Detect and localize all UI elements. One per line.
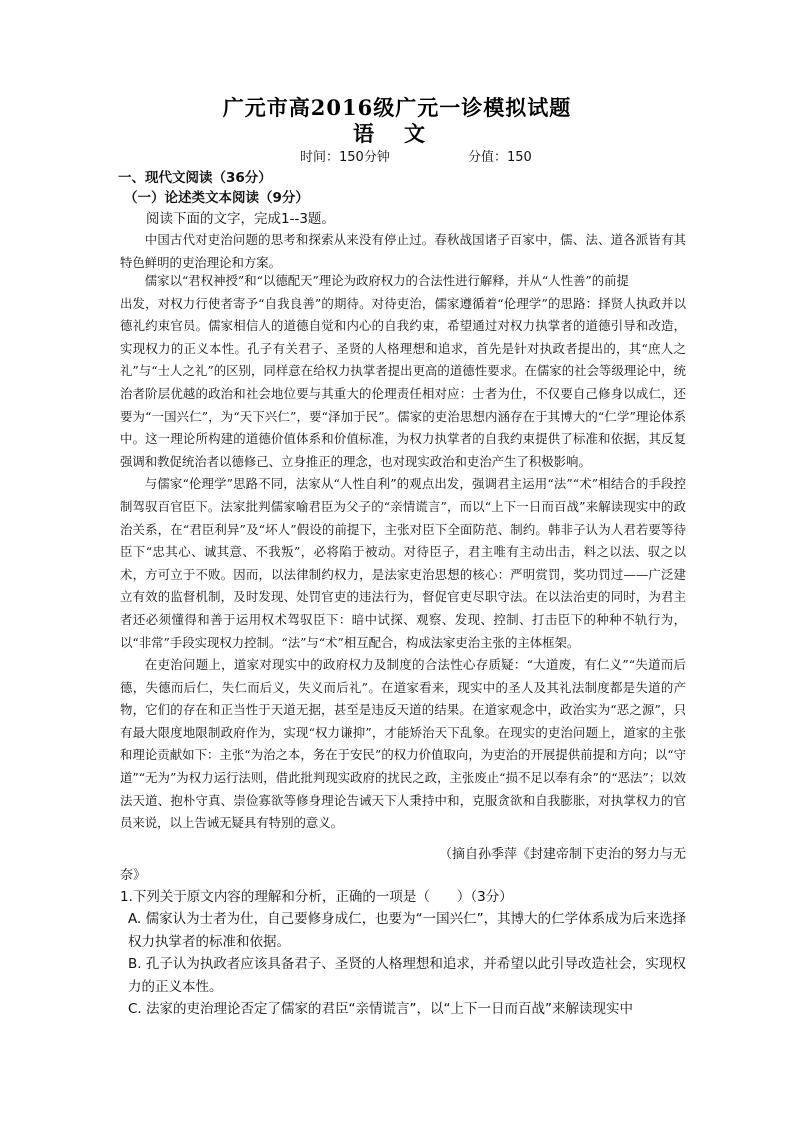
time-label: 时间：150分钟: [300, 150, 390, 165]
question-1-option-b: B. 孔子认为执政者应该具备君子、圣贤的人格理想和追求，并希望以此引导改造社会，实现权力的正义本性。: [128, 956, 686, 995]
section-heading: 一、现代文阅读（36分）: [118, 170, 272, 186]
subject-title: 语文: [353, 121, 455, 146]
question-1-option-c: C. 法家的吏治理论否定了儒家的君臣“亲情谎言”，以“上下一日而百战”来解读现实中: [128, 1001, 633, 1017]
passage-body: [120, 270, 686, 835]
passage-intro: [120, 229, 686, 274]
score-label: 分值：150: [468, 150, 532, 165]
reading-instruction: 阅读下面的文字，完成1--3题。: [146, 211, 335, 227]
passage-source-cont: 奈》: [120, 868, 147, 883]
passage-paragraph-2: 出发，对权力行使者寄予“自我良善”的期待。对待吏治，儒家遵循着“伦理学”的思路：择贤人执政并以德礼约束官员。儒家相信人的道德自觉和内心的自我约束，希望通过对权力执掌者的道德引导和改造，实现权力的正义本性。孔子有关君子、圣贤的人格理想和追求，首先是针对执政者提出的，其“庶人之礼”与“士人之礼”的区别，同样意在给权力执掌者提出更高的道德性要求。在儒家的社会等级理论中，统治者阶层优越的政治和社会地位要与其重大的伦理责任相对应：士者为仕，不仅要自己修身以成仁，还要为“一国兴仁”，为“天下兴仁”，要“泽加于民”。儒家的吏治思想内涵存在于其博大的“仁学”理论体系中。这一理论所构建的道德价值体系和价值标准，为权力执掌者的自我约束提供了标准和依据，其反复强调和教促统治者以德修己、立身推正的理念，也对现实政治和吏治产生了积极影响。: [120, 295, 686, 469]
passage-paragraph-4: 在吏治问题上，道家对现实中的政府权力及制度的合法性心存质疑：“大道废，有仁义”“失道而后德，失德而后仁，失仁而后义，失义而后礼”。在道家看来，现实中的圣人及其礼法制度都是失道的产物，它们的存在和正当性于天道无据，甚至是违反天道的结果。在道家观念中，政治实为“恶之源”，只有最大限度地限制政府作为，实现“权力谦抑”，才能矫治天下乱象。在现实的吏治问题上，道家的主张和理论贡献如下：主张“为治之本，务在于安民”的权力价值取向，为吏治的开展提供前提和方向；以“守道”“无为”为权力运行法则，借此批判现实政府的扰民之政，主张废止“损不足以奉有余”的“恶法”；以效法天道、抱朴守真、崇俭寡欲等修身理论告诫天下人秉持中和，克服贪欲和自我膨胀，对执掌权力的官员来说，以上告诫无疑具有特别的意义。: [120, 657, 686, 831]
passage-source: （摘自孙季萍《封建帝制下吏治的努力与无: [438, 847, 686, 862]
passage-paragraph-3: 与儒家“伦理学”思路不同，法家从“人性自利”的观点出发，强调君主运用“法”“术”相结合的手段控制驾驭百官臣下。法家批判儒家喻君臣为父子的“亲情谎言”，而以“上下一日而百战”来解读现实中的政治关系，在“君臣利异”及“坏人”假设的前提下，主张对臣下全面防范、制约。韩非子认为人君若要等待臣下“忠其心、诚其意、不我叛”，必将陷于被动。对待臣子，君主唯有主动出击，料之以法、驭之以术，方可立于不败。因而，以法律制约权力，是法家吏治思想的核心：严明赏罚，奖功罚过——广泛建立有效的监督机制，及时发现、处罚官吏的违法行为，督促官吏尽职守法。在以法治吏的同时，为君主者还必须懂得和善于运用权术驾驭臣下：暗中试探、观察、发现、控制、打击臣下的种种不轨行为，以“非常”手段实现权力控制。“法”与“术”相互配合，构成法家吏治主张的主体框架。: [120, 476, 686, 650]
passage-paragraph-1: 中国古代对吏治问题的思考和探索从来没有停止过。春秋战国诸子百家中，儒、法、道各派皆有其特色鲜明的吏治理论和方案。: [120, 232, 686, 270]
question-1-option-a: A. 儒家认为士者为仕，自己要修身成仁，也要为“一国兴仁”，其博大的仁学体系成为后来选择权力执掌者的标准和依据。: [128, 911, 687, 950]
passage-paragraph-2-lead: 儒家以“君权神授”和“以德配天”理论为政府权力的合法性进行解释，并从“人性善”的前提: [144, 273, 629, 288]
subsection-heading: （一）论述类文本阅读（9分）: [124, 190, 309, 206]
question-1-stem: 1.下列关于原文内容的理解和分析，正确的一项是（ ）（3分）: [120, 889, 513, 905]
exam-title: 广元市高2016级广元一诊模拟试题: [222, 95, 572, 120]
